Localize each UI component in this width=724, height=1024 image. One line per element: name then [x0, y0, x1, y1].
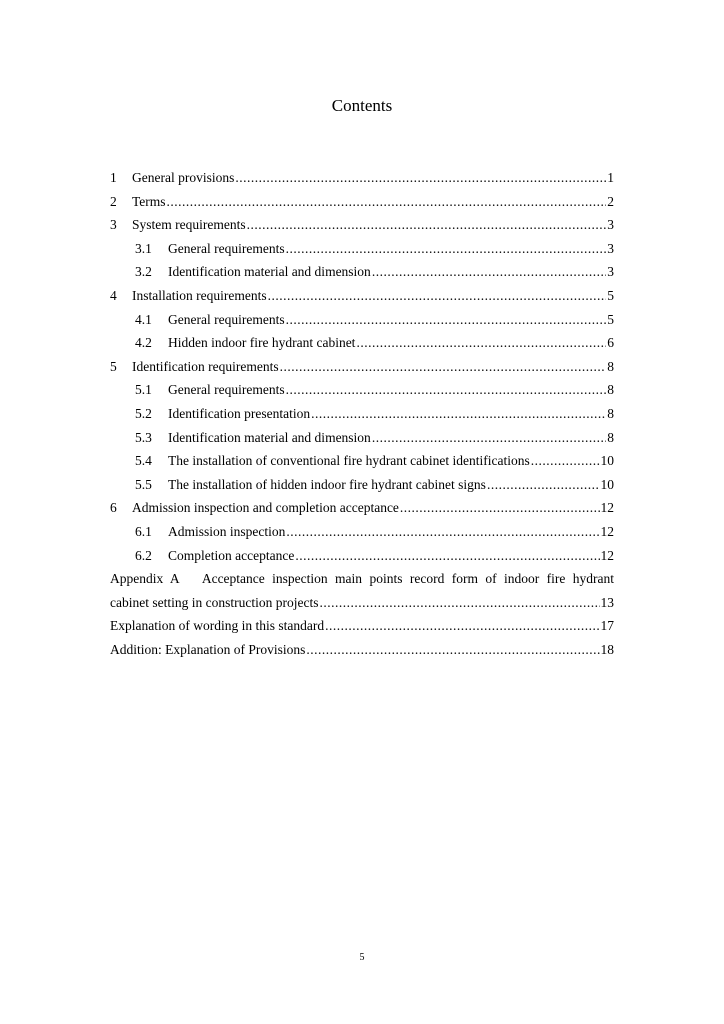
toc-leader-dots	[487, 473, 600, 497]
toc-leader-dots	[531, 449, 600, 473]
toc-entry-title: cabinet setting in construction projects	[110, 594, 319, 610]
toc-entry-number: 3	[110, 217, 117, 233]
toc-entry-number: 2	[110, 193, 117, 209]
toc-entry-number: 4.1	[135, 311, 152, 327]
toc-entry-number: 6	[110, 500, 117, 516]
toc-entry[interactable]	[110, 190, 614, 214]
toc-leader-dots	[306, 638, 599, 662]
toc-entry-page: 1	[607, 170, 614, 185]
toc-subentry[interactable]	[110, 331, 614, 355]
toc-entry-title: Identification presentation	[168, 405, 311, 421]
toc-entry[interactable]	[110, 284, 614, 308]
toc-entry-number: 5.2	[135, 405, 152, 421]
toc-leader-dots	[372, 260, 606, 284]
toc-entry-page: 12	[600, 547, 614, 563]
toc-subentry[interactable]	[110, 426, 614, 450]
toc-entry-page: 8	[607, 358, 614, 374]
toc-entry[interactable]	[110, 614, 614, 638]
toc-leader-dots	[235, 166, 606, 190]
toc-entry-title: General provisions	[132, 170, 235, 185]
toc-entry-title: Identification material and dimension	[168, 429, 371, 445]
table-of-contents	[110, 166, 614, 661]
toc-subentry[interactable]	[110, 237, 614, 261]
toc-leader-dots	[400, 496, 600, 520]
toc-leader-dots	[286, 378, 607, 402]
toc-entry-title: Installation requirements	[132, 287, 267, 303]
toc-leader-dots	[295, 544, 599, 568]
toc-entry-title: Admission inspection and completion acceptance	[132, 500, 399, 516]
page-number: 5	[359, 952, 365, 963]
toc-entry-page: 17	[600, 618, 614, 634]
toc-entry-number: 5.1	[135, 382, 152, 398]
toc-entry-page: 18	[600, 641, 614, 657]
toc-entry-page: 3	[607, 240, 614, 256]
toc-leader-dots	[311, 402, 606, 426]
toc-entry-page: 12	[600, 523, 614, 539]
toc-entry-title: Addition: Explanation of Provisions	[110, 641, 306, 657]
toc-entry-number: 1	[110, 170, 117, 185]
toc-leader-dots	[286, 237, 607, 261]
toc-entry-page: 8	[607, 429, 614, 445]
toc-entry-page: 10	[600, 453, 614, 469]
toc-entry-title: Explanation of wording in this standard	[110, 618, 325, 634]
toc-entry[interactable]	[110, 213, 614, 237]
toc-entry-title: The installation of hidden indoor fire hydrant cabinet signs	[168, 476, 486, 492]
toc-entry-title: Completion acceptance	[168, 547, 295, 563]
toc-entry[interactable]	[110, 496, 614, 520]
toc-entry-number: 4.2	[135, 335, 152, 351]
toc-entry-page: 8	[607, 405, 614, 421]
toc-entry-title: Appendix A Acceptance inspection main points record form of indoor fire hydrant	[110, 571, 614, 587]
toc-entry-title: General requirements	[168, 311, 285, 327]
toc-entry-title: General requirements	[168, 382, 285, 398]
toc-entry-page: 12	[600, 500, 614, 516]
toc-leader-dots	[268, 284, 607, 308]
toc-entry-title: Identification material and dimension	[168, 264, 371, 280]
toc-entry-title: Identification requirements	[132, 358, 279, 374]
toc-entry-number: 5.3	[135, 429, 152, 445]
toc-leader-dots	[167, 190, 607, 214]
toc-entry-page: 3	[607, 217, 614, 233]
toc-entry-number: 4	[110, 287, 117, 303]
toc-entry-title: The installation of conventional fire hydrant cabinet identifications	[168, 453, 530, 469]
toc-leader-dots	[325, 614, 599, 638]
toc-leader-dots	[319, 591, 599, 615]
toc-entry-page: 10	[600, 476, 614, 492]
toc-entry-title: Terms	[132, 193, 166, 209]
toc-subentry[interactable]	[110, 473, 614, 497]
toc-entry-title: General requirements	[168, 240, 285, 256]
toc-subentry[interactable]	[110, 260, 614, 284]
toc-subentry[interactable]	[110, 308, 614, 332]
toc-entry-title: System requirements	[132, 217, 246, 233]
toc-entry-number: 6.1	[135, 523, 152, 539]
toc-subentry[interactable]	[110, 402, 614, 426]
toc-appendix-line-2[interactable]	[110, 591, 614, 615]
toc-leader-dots	[286, 520, 599, 544]
toc-entry-number: 6.2	[135, 547, 152, 563]
toc-entry-number: 5	[110, 358, 117, 374]
toc-entry-number: 3.1	[135, 240, 152, 256]
toc-leader-dots	[372, 426, 606, 450]
toc-entry-title: Hidden indoor fire hydrant cabinet	[168, 335, 356, 351]
toc-leader-dots	[247, 213, 607, 237]
toc-entry-number: 5.5	[135, 476, 152, 492]
toc-entry[interactable]	[110, 355, 614, 379]
toc-leader-dots	[356, 331, 606, 355]
toc-entry[interactable]	[110, 166, 614, 190]
toc-entry-page: 2	[607, 193, 614, 209]
page-title: Contents	[331, 96, 393, 115]
toc-appendix-line-1[interactable]	[110, 567, 614, 591]
toc-entry-number: 3.2	[135, 264, 152, 280]
toc-entry-page: 6	[607, 335, 614, 351]
toc-leader-dots	[280, 355, 607, 379]
toc-entry-page: 8	[607, 382, 614, 398]
toc-entry-page: 13	[600, 594, 614, 610]
toc-entry-page: 3	[607, 264, 614, 280]
toc-subentry[interactable]	[110, 378, 614, 402]
toc-entry-title: Admission inspection	[168, 523, 286, 539]
toc-entry-page: 5	[607, 311, 614, 327]
toc-subentry[interactable]	[110, 544, 614, 568]
toc-entry[interactable]	[110, 638, 614, 662]
toc-leader-dots	[286, 308, 607, 332]
toc-entry-page: 5	[607, 287, 614, 303]
toc-entry-number: 5.4	[135, 453, 152, 469]
toc-subentry[interactable]	[110, 449, 614, 473]
toc-subentry[interactable]	[110, 520, 614, 544]
